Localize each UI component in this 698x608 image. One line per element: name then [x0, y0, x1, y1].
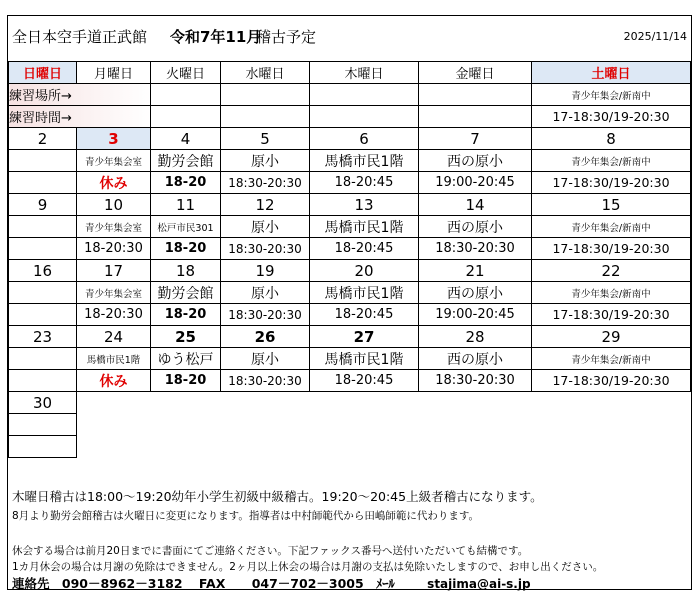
day-cell: 28	[419, 326, 532, 348]
day-row	[9, 194, 691, 216]
blank-row	[9, 436, 691, 458]
day-cell: 26	[221, 326, 310, 348]
time-cell: 18-20:45	[310, 304, 419, 326]
place-cell	[9, 216, 77, 238]
place-cell: 原小	[221, 348, 310, 370]
time-cell	[9, 238, 77, 260]
note-fee: 1カ月休会の場合は月謝の免除はできません。2ヶ月以上休会の場合は月謝の支払は免除いたしますので、お申し出ください。	[12, 561, 604, 573]
weekday-thu: 木曜日	[310, 62, 419, 84]
place-cell: 青少年集会室	[77, 282, 151, 304]
time-cell: 18-20:45	[310, 238, 419, 260]
weekday-wed: 水曜日	[221, 62, 310, 84]
place-cell: 原小	[221, 282, 310, 304]
blank-row	[9, 414, 691, 436]
time-cell-closed: 休み	[77, 172, 151, 194]
day-cell: 30	[9, 392, 77, 414]
blank-cell	[9, 436, 77, 458]
day-cell: 27	[310, 326, 419, 348]
calendar-table	[8, 61, 691, 458]
place-cell: ゆう松戸	[151, 348, 221, 370]
table-cell	[221, 106, 310, 128]
place-cell: 青少年集会室	[77, 216, 151, 238]
place-cell	[9, 150, 77, 172]
time-cell: 19:00-20:45	[419, 172, 532, 194]
day-cell: 6	[310, 128, 419, 150]
time-cell: 18-20	[151, 238, 221, 260]
table-cell	[151, 84, 221, 106]
fax-number: 047－702－3005	[251, 576, 364, 591]
title-text: 稽古予定	[256, 28, 317, 46]
weekday-fri: 金曜日	[419, 62, 532, 84]
day-cell: 7	[419, 128, 532, 150]
time-cell: 18-20	[151, 370, 221, 392]
time-cell	[9, 370, 77, 392]
time-cell: 18:30-20:30	[419, 238, 532, 260]
fax-label: FAX	[198, 576, 226, 591]
weekday-mon: 月曜日	[77, 62, 151, 84]
weekday-row	[9, 62, 691, 84]
place-cells	[9, 348, 691, 370]
contact-line	[12, 574, 531, 592]
time-cell: 18-20:30	[77, 238, 151, 260]
time-cell: 17-18:30/19-20:30	[532, 370, 691, 392]
place-cell: 馬橋市民1階	[77, 348, 151, 370]
day-row	[9, 260, 691, 282]
place-cell: 馬橋市民1階	[310, 348, 419, 370]
time-cell: 18-20	[151, 172, 221, 194]
day-cell: 18	[151, 260, 221, 282]
note-thursday: 木曜日稽古は18:00～19:20幼年小学生初級中級稽古。19:20～20:45上級者稽古になります。	[12, 489, 543, 504]
place-cells	[9, 282, 691, 304]
time-cell: 18:30-20:30	[221, 370, 310, 392]
time-cell: 18:30-20:30	[221, 304, 310, 326]
phone-number: 090－8962－3182	[61, 576, 183, 591]
time-row	[9, 106, 691, 128]
day-cell-today: 3	[77, 128, 151, 150]
place-sat: 青少年集会/新南中	[532, 84, 691, 106]
place-cell	[9, 348, 77, 370]
table-cell	[151, 106, 221, 128]
place-cell: 西の原小	[419, 216, 532, 238]
day-cell: 2	[9, 128, 77, 150]
table-cell	[419, 106, 532, 128]
day-row	[9, 392, 691, 414]
time-cell: 18:30-20:30	[221, 172, 310, 194]
email-address: stajima@ai-s.jp	[427, 577, 531, 591]
time-cell: 17-18:30/19-20:30	[532, 172, 691, 194]
place-cell: 青少年集会/新南中	[532, 348, 691, 370]
time-cell: 18-20:45	[310, 172, 419, 194]
time-cells	[9, 370, 691, 392]
day-row	[9, 128, 691, 150]
day-cell: 13	[310, 194, 419, 216]
empty-area	[77, 414, 691, 436]
time-cells	[9, 304, 691, 326]
day-cell: 14	[419, 194, 532, 216]
place-cell: 馬橋市民1階	[310, 282, 419, 304]
time-label: 練習時間→	[9, 106, 151, 128]
place-cell: 青少年集会/新南中	[532, 282, 691, 304]
header	[8, 16, 691, 61]
time-cell: 17-18:30/19-20:30	[532, 238, 691, 260]
place-cell: 原小	[221, 150, 310, 172]
time-cells	[9, 238, 691, 260]
day-cell: 16	[9, 260, 77, 282]
day-cell: 25	[151, 326, 221, 348]
place-cell	[9, 282, 77, 304]
place-cell: 馬橋市民1階	[310, 216, 419, 238]
table-cell	[310, 84, 419, 106]
time-cell	[9, 304, 77, 326]
place-row	[9, 84, 691, 106]
place-cells	[9, 150, 691, 172]
place-cell: 青少年集会室	[77, 150, 151, 172]
day-cell: 9	[9, 194, 77, 216]
day-cell: 17	[77, 260, 151, 282]
weekday-tue: 火曜日	[151, 62, 221, 84]
time-cell-closed: 休み	[77, 370, 151, 392]
time-cell: 17-18:30/19-20:30	[532, 304, 691, 326]
place-cell: 原小	[221, 216, 310, 238]
place-cells	[9, 216, 691, 238]
day-cell: 23	[9, 326, 77, 348]
day-cell: 4	[151, 128, 221, 150]
day-cell: 29	[532, 326, 691, 348]
place-cell: 青少年集会/新南中	[532, 150, 691, 172]
day-cell: 19	[221, 260, 310, 282]
place-cell: 勤労会館	[151, 282, 221, 304]
weekday-sun: 日曜日	[9, 62, 77, 84]
issue-date: 2025/11/14	[623, 30, 687, 43]
time-cell	[9, 172, 77, 194]
mail-label: ﾒｰﾙ	[376, 576, 395, 591]
time-cell: 19:00-20:45	[419, 304, 532, 326]
table-cell	[419, 84, 532, 106]
org-name: 全日本空手道正武館	[12, 28, 148, 46]
empty-area	[77, 392, 691, 414]
day-cell: 21	[419, 260, 532, 282]
time-cells	[9, 172, 691, 194]
blank-cell	[9, 414, 77, 436]
schedule-sheet	[7, 15, 692, 590]
time-cell: 18-20:45	[310, 370, 419, 392]
day-cell: 12	[221, 194, 310, 216]
empty-area	[77, 436, 691, 458]
contact-label: 連絡先	[12, 576, 50, 591]
place-label: 練習場所→	[9, 84, 151, 106]
note-absence: 休会する場合は前月20日までに書面にてご連絡ください。下記ファックス番号へ送付いただいても結構です。	[12, 545, 529, 557]
time-cell: 18-20:30	[77, 304, 151, 326]
place-cell: 西の原小	[419, 348, 532, 370]
day-cell: 11	[151, 194, 221, 216]
day-cell: 24	[77, 326, 151, 348]
place-cell: 勤労会館	[151, 150, 221, 172]
table-cell	[221, 84, 310, 106]
place-cell: 西の原小	[419, 150, 532, 172]
day-cell: 5	[221, 128, 310, 150]
day-cell: 8	[532, 128, 691, 150]
time-sat: 17-18:30/19-20:30	[532, 106, 691, 128]
day-cell: 10	[77, 194, 151, 216]
place-cell: 西の原小	[419, 282, 532, 304]
time-cell: 18:30-20:30	[221, 238, 310, 260]
note-change: 8月より勤労会館稽古は火曜日に変更になります。指導者は中村師範代から田嶋師範に代わります。	[12, 510, 479, 522]
day-cell: 15	[532, 194, 691, 216]
day-cell: 22	[532, 260, 691, 282]
place-cell: 松戸市民301	[151, 216, 221, 238]
day-row	[9, 326, 691, 348]
place-cell: 馬橋市民1階	[310, 150, 419, 172]
day-cell: 20	[310, 260, 419, 282]
time-cell: 18:30-20:30	[419, 370, 532, 392]
place-cell: 青少年集会/新南中	[532, 216, 691, 238]
time-cell: 18-20	[151, 304, 221, 326]
title-month: 令和7年11月	[170, 28, 262, 46]
weekday-sat: 土曜日	[532, 62, 691, 84]
table-cell	[310, 106, 419, 128]
